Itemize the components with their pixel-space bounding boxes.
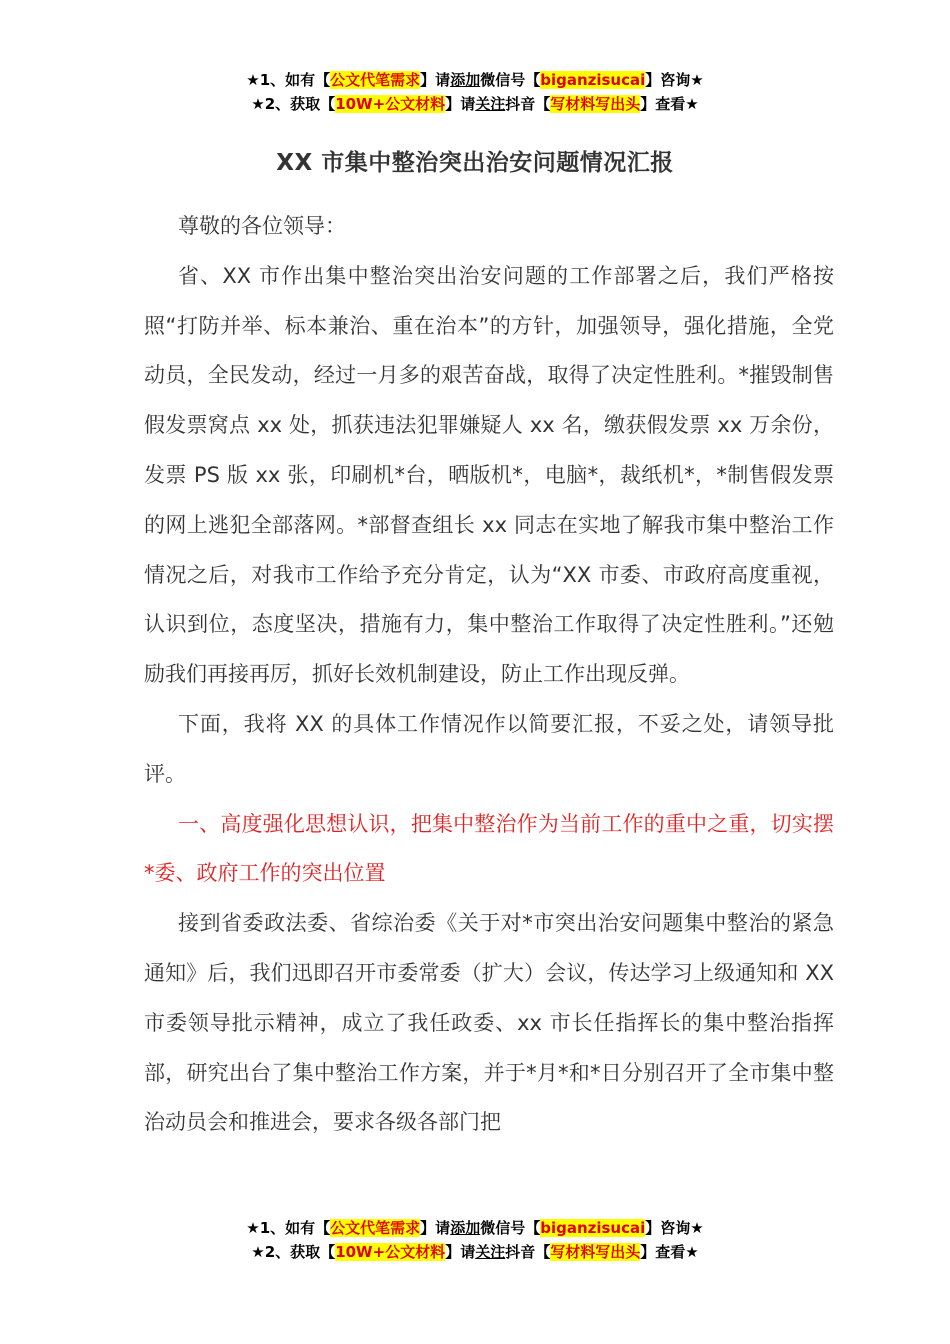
paragraph-intro: 省、XX 市作出集中整治突出治安问题的工作部署之后，我们严格按照“打防并举、标本兼治、重在治本”的方针，加强领导，强化措施，全党动员，全民发动，经过一月多的艰苦奋战，取得了决定性胜利。*摧毁制售假发票窝点 xx 处，抓获违法犯罪嫌疑人 xx 名，缴获假发票 xx 万余份，发票 PS 版 xx 张，印刷机*台，晒版机*，电脑*，裁纸机*，*制售假发票的网上逃犯全部落网。*部督查组长 xx 同志在实地了解我市集中整治工作情况之后，对我市工作给予充分肯定，认为“XX 市委、市政府高度重视，认识到位，态度坚决，措施有力，集中整治工作取得了决定性胜利。”还勉励我们再接再厉，抓好长效机制建设，防止工作出现反弹。 [144,263,834,687]
paragraph-report-lead: 下面，我将 XX 的具体工作情况作以简要汇报，不妥之处，请领导批评。 [144,711,834,786]
banner-text: ★1、如有【 [246,71,331,89]
banner-text: 抖音【 [505,1243,551,1261]
banner-underline-text: 关注 [475,1243,506,1261]
paragraph-section-1: 接到省委政法委、省综治委《关于对*市突出治安问题集中整治的紧急通知》后，我们迅即召开市委常委（扩大）会议，传达学习上级通知和 XX 市委领导批示精神，成立了我任政委、xx 市长任指挥长的集中整治指挥部，研究出台了集中整治工作方案，并于*月*和*日分别召开了全市集中整治动员会和推进会，要求各级各部门把 [144,911,834,1135]
banner-highlight: biganzisucai [540,71,646,89]
banner-underline-text: 关注 [475,95,506,113]
banner-line-1 [0,1216,950,1240]
banner-text: ★2、获取【 [251,1243,336,1261]
banner-text: ★1、如有【 [246,1219,331,1237]
section-heading-1: 一、高度强化思想认识，把集中整治作为当前工作的重中之重，切实摆*委、政府工作的突出位置 [144,811,834,886]
banner-text: 微信号【 [480,1219,541,1237]
banner-text: 】请 [445,95,476,113]
document-body [144,202,834,1148]
banner-highlight: 写材料写出头 [550,95,641,113]
banner-underline-text: 添加 [450,1219,481,1237]
banner-highlight: 写材料写出头 [550,1243,641,1261]
banner-highlight: 10W+公文材料 [335,95,446,113]
banner-text: ★2、获取【 [251,95,336,113]
banner-text: 】咨询★ [645,71,704,89]
header-banner [0,68,950,116]
banner-text: 】查看★ [640,1243,699,1261]
banner-line-1 [0,68,950,92]
banner-highlight: 公文代笔需求 [330,1219,421,1237]
banner-text: 】查看★ [640,95,699,113]
banner-text: 抖音【 [505,95,551,113]
salutation: 尊敬的各位领导： [178,214,346,238]
document-title: XX 市集中整治突出治安问题情况汇报 [276,150,674,176]
footer-banner [0,1216,950,1264]
banner-line-2 [0,92,950,116]
banner-highlight: 公文代笔需求 [330,71,421,89]
banner-underline-text: 添加 [450,71,481,89]
banner-highlight: 10W+公文材料 [335,1243,446,1261]
banner-highlight: biganzisucai [540,1219,646,1237]
banner-text: 】咨询★ [645,1219,704,1237]
banner-text: 】请 [445,1243,476,1261]
banner-line-2 [0,1240,950,1264]
banner-text: 微信号【 [480,71,541,89]
banner-text: 】请 [420,1219,451,1237]
banner-text: 】请 [420,71,451,89]
